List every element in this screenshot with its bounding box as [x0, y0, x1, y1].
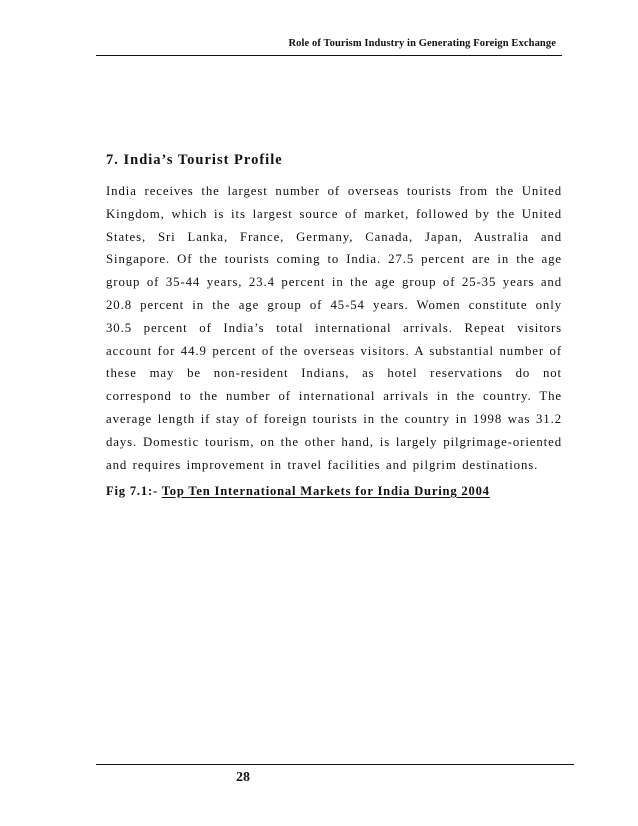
figure-caption: [106, 484, 490, 499]
figure-title: Top Ten International Markets for India During 2004: [161, 484, 490, 498]
page-number: 28: [236, 770, 250, 785]
header-rule: [96, 55, 562, 56]
body-paragraph: India receives the largest number of overseas tourists from the United Kingdom, which is its largest source of market, followed by the United States, Sri Lanka, France, Germany, Canada, Japan, Australia and Singapore. Of the tourists coming to India. 27.5 percent are in the age group of 35-44 years, 23.4 percent in the age group of 25-35 years and 20.8 percent in the age group of 45-54 years. Women constitute only 30.5 percent of India’s total international arrivals. Repeat visitors account for 44.9 percent of the overseas visitors. A substantial number of these may be non-resident Indians, as hotel reservations do not correspond to the number of international arrivals in the country. The average length if stay of foreign tourists in the country in 1998 was 31.2 days. Domestic tourism, on the other hand, is largely pilgrimage-oriented and requires improvement in travel facilities and pilgrim destinations.: [106, 184, 562, 472]
footer-rule: [96, 764, 574, 765]
figure-label: Fig 7.1:-: [106, 484, 158, 498]
section-heading: 7. India’s Tourist Profile: [106, 152, 283, 168]
running-header: Role of Tourism Industry in Generating Foreign Exchange: [288, 38, 556, 49]
